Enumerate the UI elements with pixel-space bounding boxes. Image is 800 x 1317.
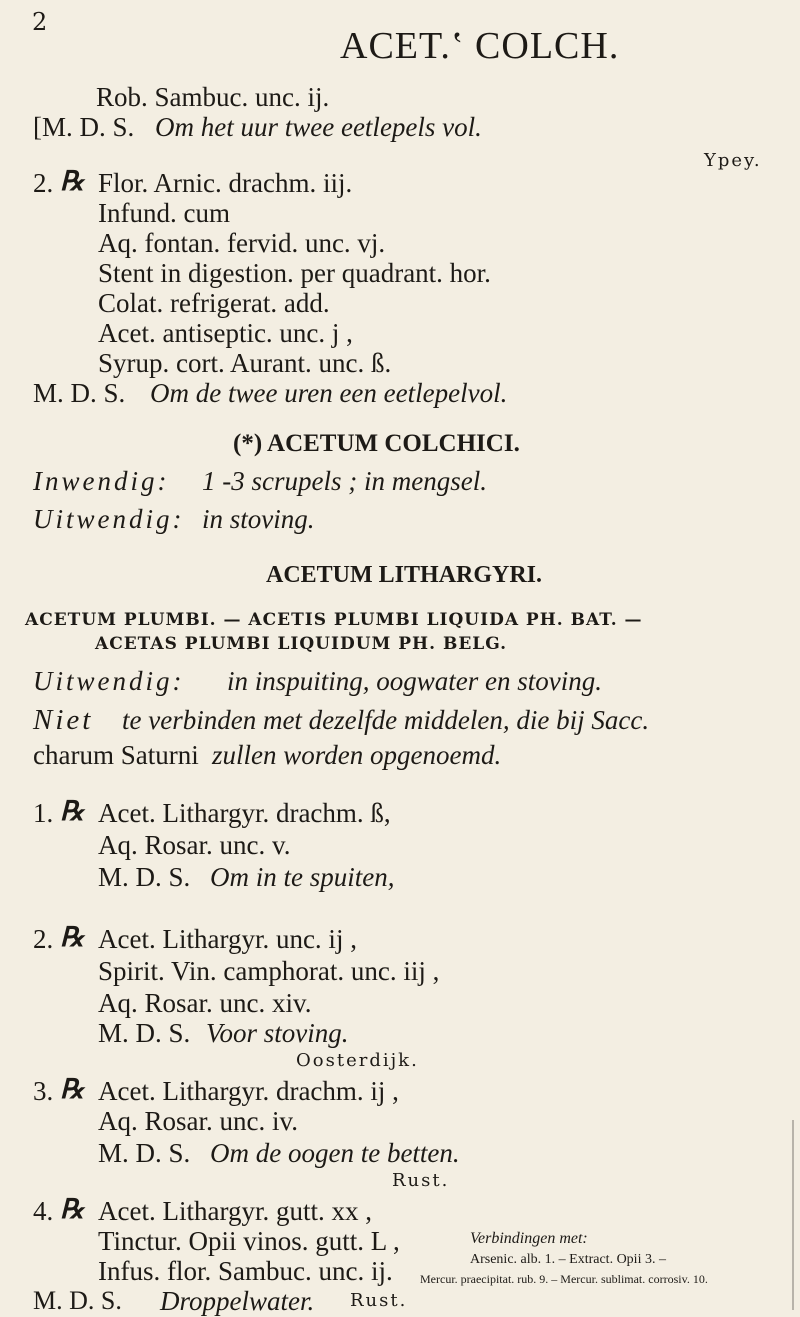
text-line: Om in te spuiten, — [210, 862, 395, 892]
text-line: charum Saturni — [33, 740, 199, 770]
text-line: Om de oogen te betten. — [210, 1138, 460, 1168]
item-number: 1. — [33, 798, 54, 828]
text-line: Arsenic. alb. 1. – Extract. Opii 3. – — [470, 1252, 666, 1267]
text-line: [M. D. S. — [33, 112, 135, 142]
text-line: Infund. cum — [98, 198, 230, 228]
item-number: 2. — [33, 168, 54, 198]
text-line: Om het uur twee eetlepels vol. — [155, 112, 482, 142]
text-line: Aq. Rosar. unc. iv. — [98, 1106, 298, 1136]
text-line: Colat. refrigerat. add. — [98, 288, 330, 318]
section-heading: (*) ACETUM COLCHICI. — [233, 430, 520, 457]
page-edge-line — [792, 1120, 794, 1310]
recipe-symbol: ℞ — [60, 1074, 85, 1104]
recipe-symbol: ℞ — [60, 166, 85, 196]
item-number: 2. — [33, 924, 54, 954]
item-number: 4. — [33, 1196, 54, 1226]
text-line: Om de twee uren een eetlepelvol. — [150, 378, 508, 408]
text-line: zullen worden opgenoemd. — [212, 740, 502, 770]
synonym-line: ACETAS PLUMBI LIQUIDUM PH. BELG. — [95, 634, 508, 654]
text-line: te verbinden met dezelfde middelen, die bij Sacc. — [122, 705, 650, 735]
text-line: Aq. Rosar. unc. xiv. — [98, 988, 312, 1018]
recipe-symbol: ℞ — [60, 922, 85, 952]
text-line: M. D. S. — [98, 1138, 191, 1168]
text-line: M. D. S. — [98, 1018, 191, 1048]
author-attribution: Ypey. — [704, 150, 762, 171]
text-line: Droppelwater. — [160, 1286, 315, 1316]
recipe-symbol: ℞ — [60, 796, 85, 826]
synonym-line: ACETUM PLUMBI. — ACETIS PLUMBI LIQUIDA PH. BAT. — — [25, 610, 643, 630]
text-line: Syrup. cort. Aurant. unc. ß. — [98, 348, 392, 378]
text-line: Verbindingen met: — [470, 1230, 588, 1247]
running-title: ACET.ʽ COLCH. — [340, 25, 620, 67]
section-heading: ACETUM LITHARGYRI. — [266, 562, 543, 588]
author-attribution: Rust. — [350, 1290, 408, 1311]
text-line: Voor stoving. — [206, 1018, 349, 1048]
text-line: Infus. flor. Sambuc. unc. ij. — [98, 1256, 393, 1286]
recipe-symbol: ℞ — [60, 1194, 85, 1224]
text-line: M. D. S. — [33, 378, 126, 408]
author-attribution: Rust. — [392, 1170, 450, 1191]
text-line: M. D. S. — [33, 1286, 122, 1315]
text-line: Acet. Lithargyr. drachm. ß, — [98, 798, 391, 828]
text-line: in stoving. — [202, 504, 315, 534]
text-line: 1 -3 scrupels ; in mengsel. — [202, 466, 487, 496]
text-line: Aq. Rosar. unc. v. — [98, 830, 291, 860]
text-line: Uitwendig: — [33, 666, 185, 696]
page-number: 2 — [32, 8, 48, 36]
text-line: Acet. Lithargyr. unc. ij , — [98, 924, 357, 954]
text-line: in inspuiting, oogwater en stoving. — [227, 666, 602, 696]
text-line: Acet. Lithargyr. gutt. xx , — [98, 1196, 372, 1226]
text-line: Aq. fontan. fervid. unc. vj. — [98, 228, 386, 258]
text-line: Inwendig: — [33, 466, 170, 496]
text-line: Mercur. praecipitat. rub. 9. – Mercur. sublimat. corrosiv. 10. — [420, 1272, 708, 1286]
text-line: Stent in digestion. per quadrant. hor. — [98, 258, 491, 288]
text-line: Niet — [33, 704, 94, 736]
text-line: Acet. antiseptic. unc. j , — [98, 318, 353, 348]
text-line: Uitwendig: — [33, 504, 185, 534]
text-line: Tinctur. Opii vinos. gutt. L , — [98, 1226, 400, 1256]
text-line: Acet. Lithargyr. drachm. ij , — [98, 1076, 399, 1106]
author-attribution: Oosterdijk. — [296, 1050, 419, 1071]
item-number: 3. — [33, 1076, 54, 1106]
text-line: Rob. Sambuc. unc. ij. — [96, 82, 330, 112]
text-line: Flor. Arnic. drachm. iij. — [98, 168, 353, 198]
text-line: M. D. S. — [98, 862, 191, 892]
text-line: Spirit. Vin. camphorat. unc. iij , — [98, 956, 440, 986]
